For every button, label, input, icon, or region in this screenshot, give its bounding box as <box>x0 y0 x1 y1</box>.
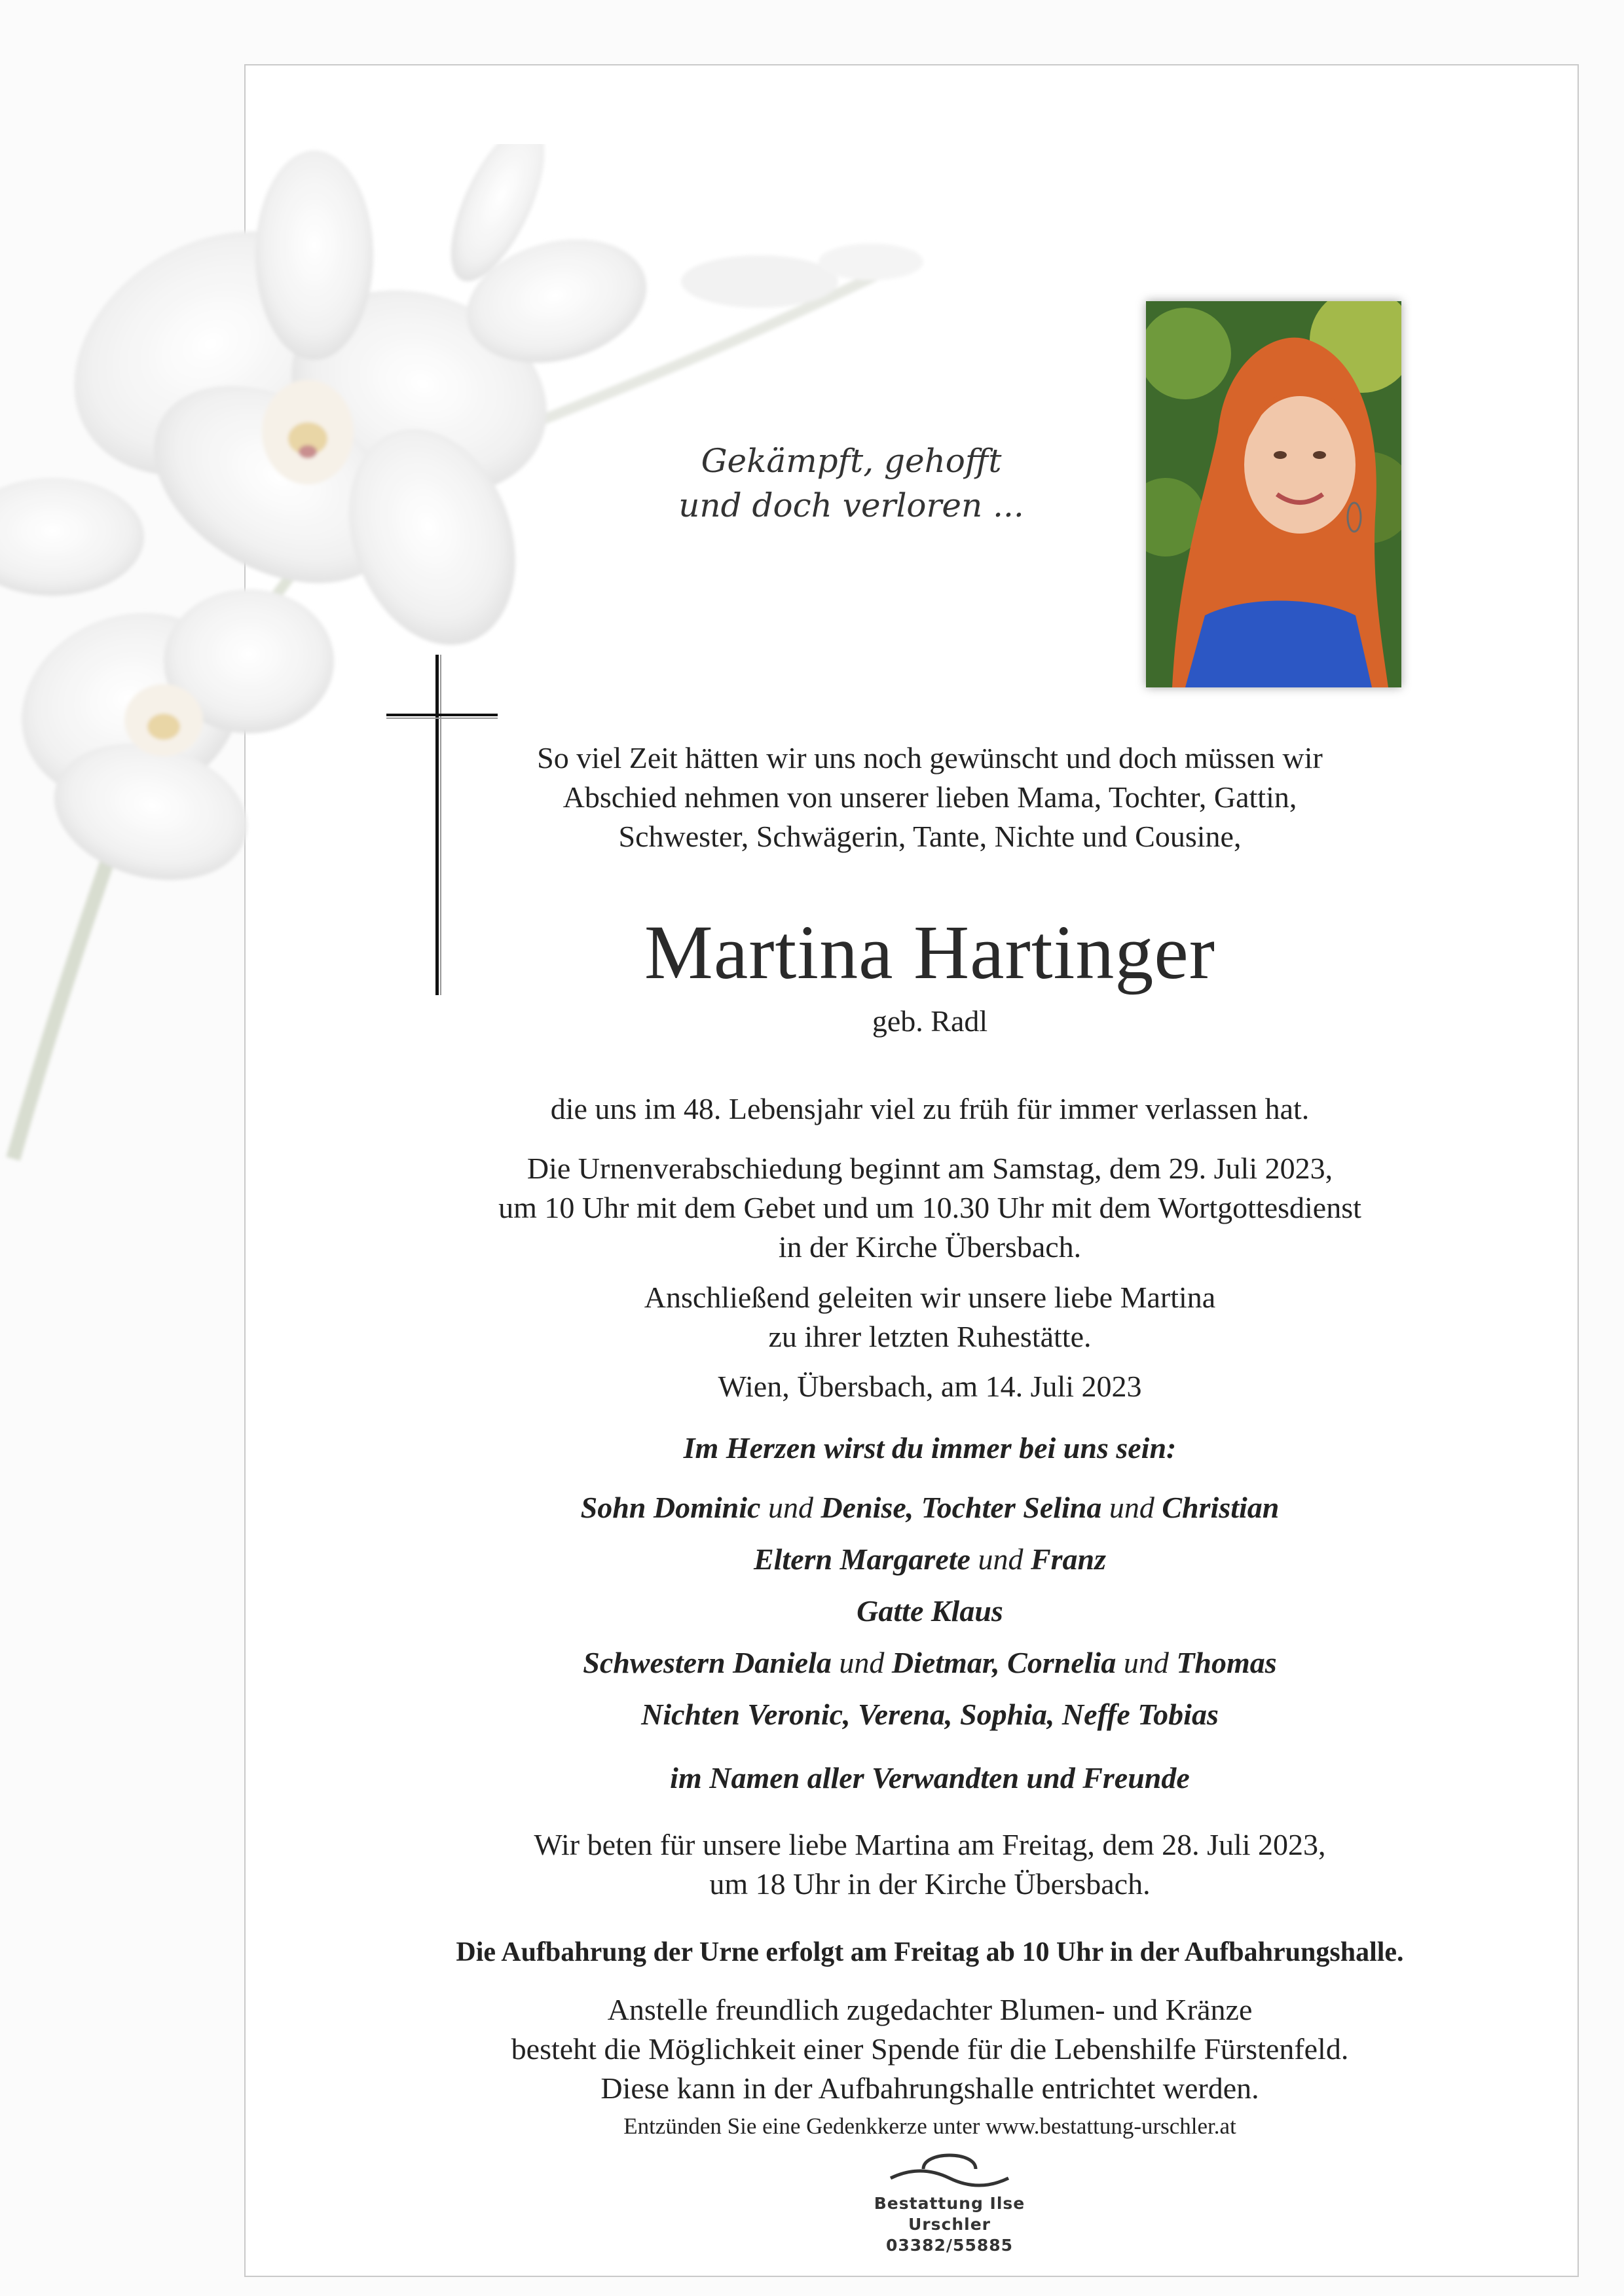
donation-line-1: Anstelle freundlich zugedachter Blumen- und Kränze <box>607 1993 1253 2026</box>
funeral-home-phone: 03382/55885 <box>885 2236 1014 2255</box>
age-line-text: die uns im 48. Lebensjahr viel zu früh für immer verlassen hat. <box>550 1092 1310 1125</box>
candle-note-text: Entzünden Sie eine Gedenkkerze unter www.bestattung-urschler.at <box>623 2113 1236 2139</box>
mourner-names: Schwestern Daniela <box>583 1646 832 1679</box>
viewing-note-text: Die Aufbahrung der Urne erfolgt am Freitag ab 10 Uhr in der Aufbahrungshalle. <box>456 1937 1404 1967</box>
mourner-names: Thomas <box>1176 1646 1277 1679</box>
intro-text <box>341 738 1519 856</box>
intro-line-1: So viel Zeit hätten wir uns noch gewünscht und doch müssen wir <box>537 741 1323 774</box>
conjunction: und <box>831 1646 892 1679</box>
prayer-text <box>341 1825 1519 1904</box>
donation-text <box>341 1990 1519 2108</box>
mourners-row-2 <box>341 1533 1519 1585</box>
burial-line-2: zu ihrer letzten Ruhestätte. <box>768 1320 1092 1353</box>
prayer-line-1: Wir beten für unsere liebe Martina am Freitag, dem 28. Juli 2023, <box>534 1828 1326 1861</box>
on-behalf-line: im Namen aller Verwandten und Freunde <box>670 1761 1190 1795</box>
mourners-row-1 <box>341 1482 1519 1533</box>
burial-line-1: Anschließend geleiten wir unsere liebe Martina <box>644 1281 1216 1314</box>
intro-line-3: Schwester, Schwägerin, Tante, Nichte und Cousine, <box>618 820 1242 853</box>
conjunction: und <box>1116 1646 1177 1679</box>
ceremony-line-1: Die Urnenverabschiedung beginnt am Samstag, dem 29. Juli 2023, <box>526 1152 1333 1185</box>
ceremony-text <box>341 1149 1519 1267</box>
age-line <box>341 1089 1519 1129</box>
deceased-name: Martina Hartinger <box>644 909 1216 995</box>
mourners-heading: Im Herzen wirst du immer bei uns sein: <box>683 1431 1177 1465</box>
mourners-row-4 <box>341 1637 1519 1688</box>
mourners-row-3: Gatte Klaus <box>857 1594 1003 1628</box>
conjunction: und <box>760 1491 821 1524</box>
donation-line-2: besteht die Möglichkeit einer Spende für die Lebenshilfe Fürstenfeld. <box>511 2032 1349 2066</box>
mourner-names: Denise, Tochter Selina <box>821 1491 1102 1524</box>
portrait-photo <box>1146 301 1401 687</box>
donation-line-3: Diese kann in der Aufbahrungshalle entrichtet werden. <box>600 2071 1259 2105</box>
motto-line-1: Gekämpft, gehofft <box>701 442 1002 480</box>
burial-text <box>341 1278 1519 1357</box>
mourner-names: Franz <box>1030 1542 1107 1576</box>
place-date-text: Wien, Übersbach, am 14. Juli 2023 <box>718 1370 1142 1403</box>
mourner-names: Christian <box>1162 1491 1280 1524</box>
prayer-line-2: um 18 Uhr in der Kirche Übersbach. <box>709 1867 1151 1901</box>
mourners-row-5: Nichten Veronic, Verena, Sophia, Neffe Tobias <box>641 1698 1219 1731</box>
funeral-home-logo <box>832 2138 1067 2256</box>
conjunction: und <box>1101 1491 1162 1524</box>
ceremony-line-3: in der Kirche Übersbach. <box>778 1230 1082 1264</box>
maiden-name: geb. Radl <box>872 1004 988 1038</box>
motto <box>589 439 1113 528</box>
viewing-note <box>341 1933 1519 1972</box>
mourners-block <box>341 1422 1519 1804</box>
mourner-names: Sohn Dominic <box>580 1491 761 1524</box>
mourner-names: Eltern Margarete <box>753 1542 970 1576</box>
deceased-name-block <box>341 910 1519 1041</box>
funeral-home-name: Bestattung Ilse Urschler <box>874 2194 1025 2234</box>
intro-line-2: Abschied nehmen von unserer lieben Mama, Tochter, Gattin, <box>563 780 1297 814</box>
motto-line-2: und doch verloren ... <box>678 486 1024 524</box>
conjunction: und <box>970 1542 1031 1576</box>
ceremony-line-2: um 10 Uhr mit dem Gebet und um 10.30 Uhr mit dem Wortgottesdienst <box>498 1191 1361 1224</box>
mourner-names: Dietmar, Cornelia <box>891 1646 1116 1679</box>
funeral-home-logo-icon <box>884 2138 1015 2190</box>
place-date <box>341 1367 1519 1406</box>
